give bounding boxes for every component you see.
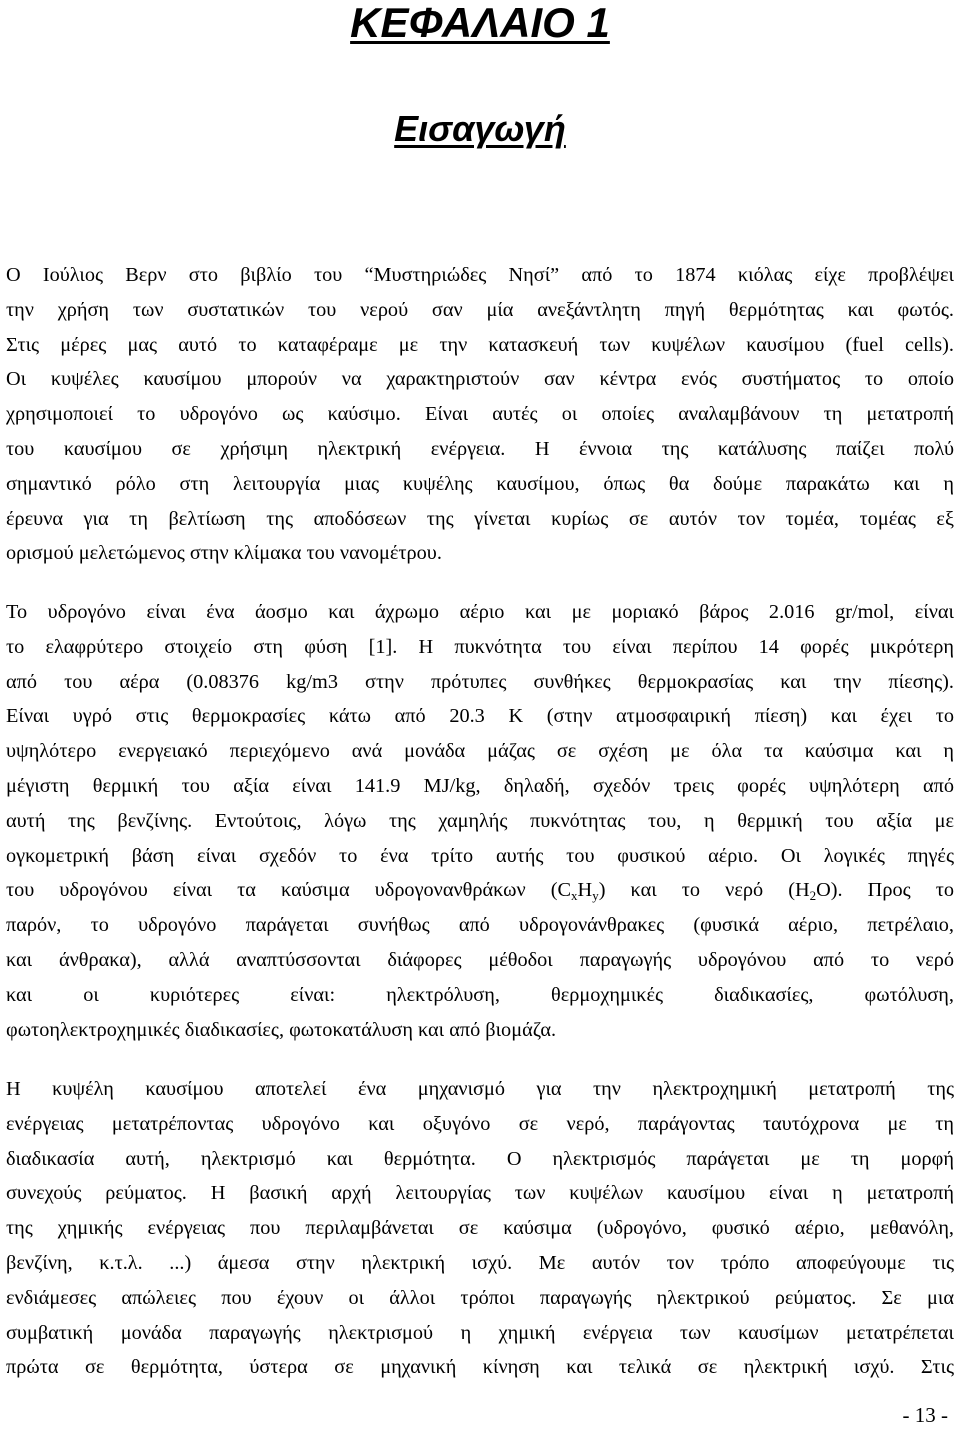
paragraph-line: φωτοηλεκτροχημικές διαδικασίες, φωτοκατάλυση και από βιομάζα. (6, 1018, 557, 1041)
paragraph-3 (6, 1072, 954, 1385)
paragraph-line: αυτή της βενζίνης. Εντούτοις, λόγω της χαμηλής πυκνότητας του, η θερμική του αξία με (6, 809, 954, 832)
formula-text: O). Προς το (816, 879, 954, 902)
formula-line (6, 873, 954, 908)
paragraph-line: του καυσίμου σε χρήσιμη ηλεκτρική ενέργεια. Η έννοια της κατάλυσης παίζει πολύ (6, 437, 954, 460)
paragraph-line: σημαντικό ρόλο στη λειτουργία μιας κυψέλης καυσίμου, όπως θα δούμε παρακάτω και η (6, 472, 954, 495)
paragraph-line: Το υδρογόνο είναι ένα άοσμο και άχρωμο αέριο και με μοριακό βάρος 2.016 gr/mol, είναι (6, 601, 954, 623)
paragraph-line: μέγιστη θερμική του αξία είναι 141.9 MJ/kg, δηλαδή, σχεδόν τρεις φορές υψηλότερη από (6, 774, 954, 797)
paragraph-line: της χημικής ενέργειας που περιλαμβάνεται σε καύσιμα (υδρογόνο, φυσικό αέριο, μεθανόλη, (6, 1217, 954, 1240)
paragraph-line: Στις μέρες μας αυτό το καταφέραμε με την κατασκευή των κυψέλων καυσίμου (fuel cells). (6, 333, 954, 356)
paragraph-line: και άνθρακα), αλλά αναπτύσσονται διάφορες μέθοδοι παραγωγής υδρογόνου από το νερό (6, 948, 954, 971)
subscript-x: x (571, 888, 578, 904)
page-number: - 13 - (902, 1403, 948, 1427)
subscript-y: y (592, 888, 599, 904)
formula-text: H (577, 879, 593, 902)
paragraph-line: συμβατική μονάδα παραγωγής ηλεκτρισμού η χημική ενέργεια των καυσίμων μετατρέπεται (6, 1321, 954, 1344)
paragraph-line: Η κυψέλη καυσίμου αποτελεί ένα μηχανισμό για την ηλεκτροχημική μετατροπή της (6, 1078, 954, 1100)
paragraph-1 (6, 258, 954, 571)
chapter-title: ΚΕΦΑΛΑΙΟ 1 (350, 0, 610, 46)
paragraph-line: την χρήση των συστατικών του νερού σαν μία ανεξάντλητη πηγή θερμότητας και φωτός. (6, 298, 954, 321)
formula-text: ) και το νερό (H (598, 879, 810, 902)
paragraph-line: βενζίνη, κ.τ.λ. ...) άμεσα στην ηλεκτρική ισχύ. Με αυτόν τον τρόπο αποφεύγουμε τις (6, 1251, 954, 1274)
paragraph-line: Είναι υγρό στις θερμοκρασίες κάτω από 20.3 K (στην ατμοσφαιρική πίεση) και έχει το (6, 705, 954, 728)
paragraph-line: παρόν, το υδρογόνο παράγεται συνήθως από υδρογονάνθρακες (φυσικά αέριο, πετρέλαιο, (6, 914, 954, 937)
paragraph-2 (6, 595, 954, 1047)
paragraph-line: χρησιμοποιεί το υδρογόνο ως καύσιμο. Είναι αυτές οι οποίες αναλαμβάνουν τη μετατροπή (6, 403, 954, 426)
paragraph-line: το ελαφρύτερο στοιχείο στη φύση [1]. Η πυκνότητα του είναι περίπου 14 φορές μικρότερη (6, 635, 954, 658)
section-title: Εισαγωγή (394, 108, 566, 149)
paragraph-line: από του αέρα (0.08376 kg/m3 στην πρότυπες συνθήκες θερμοκρασίας και την πίεσης). (6, 670, 954, 693)
paragraph-line: Ο Ιούλιος Βερν στο βιβλίο του “Μυστηριώδες Νησί” από το 1874 κιόλας είχε προβλέψει (6, 264, 954, 286)
paragraph-line: έρευνα για τη βελτίωση της αποδόσεων της γίνεται κυρίως σε αυτόν τον τομέα, τομέας εξ (6, 507, 954, 530)
paragraph-line: πρώτα σε θερμότητα, ύστερα σε μηχανική κίνηση και τελικά σε ηλεκτρική ισχύ. Στις (6, 1356, 954, 1379)
paragraph-line: ενέργειας μετατρέποντας υδρογόνο και οξυγόνο σε νερό, παράγοντας ταυτόχρονα με τη (6, 1112, 954, 1135)
paragraph-line: υψηλότερο ενεργειακό περιεχόμενο ανά μονάδα μάζας σε σχέση με όλα τα καύσιμα και η (6, 740, 954, 763)
subscript-2: 2 (809, 888, 817, 904)
paragraph-line: ογκομετρική βάση είναι σχεδόν το ένα τρίτο αυτής του φυσικού αέριο. Οι λογικές πηγές (6, 844, 954, 867)
paragraph-line: συνεχούς ρεύματος. Η βασική αρχή λειτουργίας των κυψέλων καυσίμου είναι η μετατροπή (6, 1182, 954, 1205)
paragraph-line: και οι κυριότερες είναι: ηλεκτρόλυση, θερμοχημικές διαδικασίες, φωτόλυση, (6, 983, 954, 1006)
paragraph-line: ορισμού μελετώμενος στην κλίμακα του νανομέτρου. (6, 542, 442, 565)
formula-text: του υδρογόνου είναι τα καύσιμα υδρογονανθράκων (C (6, 879, 572, 902)
paragraph-line: Οι κυψέλες καυσίμου μπορούν να χαρακτηριστούν σαν κέντρα ενός συστήματος το οποίο (6, 368, 954, 391)
paragraph-line: ενδιάμεσες απώλειες που έχουν οι άλλοι τρόποι παραγωγής ηλεκτρικού ρεύματος. Σε μια (6, 1286, 954, 1309)
paragraph-line: διαδικασία αυτή, ηλεκτρισμό και θερμότητα. Ο ηλεκτρισμός παράγεται με τη μορφή (6, 1147, 954, 1170)
